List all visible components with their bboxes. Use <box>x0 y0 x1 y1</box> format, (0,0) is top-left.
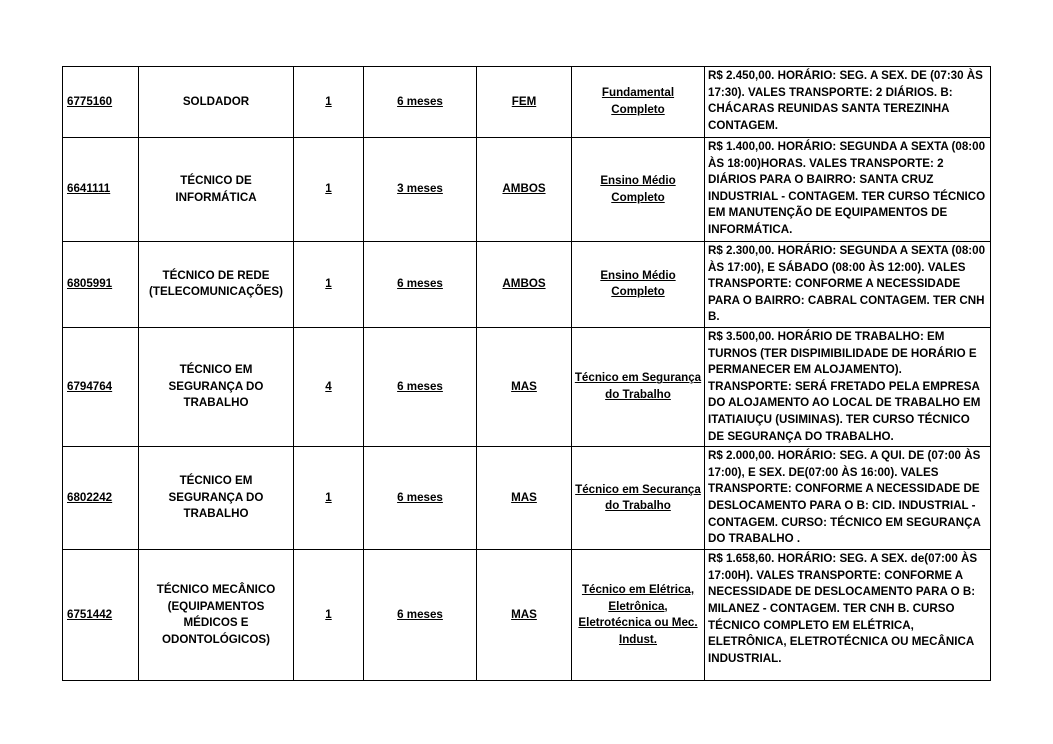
education-cell: Ensino Médio Completo <box>572 138 705 242</box>
job-code-cell: 6751442 <box>63 550 139 681</box>
duration-cell: 3 meses <box>364 138 477 242</box>
table-row <box>63 447 991 550</box>
gender-cell: FEM <box>477 67 572 138</box>
duration-cell: 6 meses <box>364 327 477 446</box>
gender-cell: MAS <box>477 447 572 550</box>
table-row <box>63 67 991 138</box>
job-details-cell: R$ 1.658,60. HORÁRIO: SEG. A SEX. de(07:00 ÀS 17:00H). VALES TRANSPORTE: CONFORME A NECESSIDADE DE DESLOCAMENTO PARA O B: MILANEZ - CONTAGEM. TER CNH B. CURSO TÉCNICO COMPLETO EM ELÉTRICA, ELETRÔNICA, ELETROTÉCNICA OU MECÂNICA INDUSTRIAL. <box>705 550 991 681</box>
job-title-cell: TÉCNICO DE REDE (TELECOMUNICAÇÕES) <box>139 242 294 328</box>
vacancy-quantity-cell: 4 <box>294 327 364 446</box>
table-row <box>63 327 991 446</box>
duration-cell: 6 meses <box>364 242 477 328</box>
job-code-cell: 6775160 <box>63 67 139 138</box>
vacancy-quantity-cell: 1 <box>294 550 364 681</box>
job-listings-table <box>62 66 991 681</box>
vacancy-quantity-cell: 1 <box>294 67 364 138</box>
job-title-cell: TÉCNICO EM SEGURANÇA DO TRABALHO <box>139 447 294 550</box>
vacancy-quantity-cell: 1 <box>294 138 364 242</box>
job-details-cell: R$ 2.000,00. HORÁRIO: SEG. A QUI. DE (07:00 ÀS 17:00), E SEX. DE(07:00 ÀS 16:00). VALES TRANSPORTE: CONFORME A NECESSIDADE DE DESLOCAMENTO PARA O B: CID. INDUSTRIAL - CONTAGEM. CURSO: TÉCNICO EM SEGURANÇA DO TRABALHO . <box>705 447 991 550</box>
table-row <box>63 242 991 328</box>
job-details-cell: R$ 2.450,00. HORÁRIO: SEG. A SEX. DE (07:30 ÀS 17:30). VALES TRANSPORTE: 2 DIÁRIOS. B: CHÁCARAS REUNIDAS SANTA TEREZINHA CONTAGEM. <box>705 67 991 138</box>
job-code-cell: 6641111 <box>63 138 139 242</box>
job-details-cell: R$ 3.500,00. HORÁRIO DE TRABALHO: EM TURNOS (TER DISPIMIBILIDADE DE HORÁRIO E PERMANECER EM ALOJAMENTO). TRANSPORTE: SERÁ FRETADO PELA EMPRESA DO ALOJAMENTO AO LOCAL DE TRABALHO EM ITATIAIUÇU (USIMINAS). TER CURSO TÉCNICO DE SEGURANÇA DO TRABALHO. <box>705 327 991 446</box>
gender-cell: MAS <box>477 550 572 681</box>
job-code-cell: 6794764 <box>63 327 139 446</box>
education-cell: Técnico em Segurança do Trabalho <box>572 327 705 446</box>
gender-cell: AMBOS <box>477 242 572 328</box>
job-title-cell: TÉCNICO DE INFORMÁTICA <box>139 138 294 242</box>
gender-cell: AMBOS <box>477 138 572 242</box>
duration-cell: 6 meses <box>364 550 477 681</box>
duration-cell: 6 meses <box>364 447 477 550</box>
duration-cell: 6 meses <box>364 67 477 138</box>
job-code-cell: 6802242 <box>63 447 139 550</box>
education-cell: Ensino Médio Completo <box>572 242 705 328</box>
education-cell: Fundamental Completo <box>572 67 705 138</box>
gender-cell: MAS <box>477 327 572 446</box>
table-row <box>63 550 991 681</box>
table-row <box>63 138 991 242</box>
job-code-cell: 6805991 <box>63 242 139 328</box>
job-title-cell: SOLDADOR <box>139 67 294 138</box>
education-cell: Técnico em Elétrica, Eletrônica, Eletrotécnica ou Mec. Indust. <box>572 550 705 681</box>
job-details-cell: R$ 2.300,00. HORÁRIO: SEGUNDA A SEXTA (08:00 ÀS 17:00), E SÁBADO (08:00 ÀS 12:00). VALES TRANSPORTE: CONFORME A NECESSIDADE PARA O BAIRRO: CABRAL CONTAGEM. TER CNH B. <box>705 242 991 328</box>
job-title-cell: TÉCNICO EM SEGURANÇA DO TRABALHO <box>139 327 294 446</box>
vacancy-quantity-cell: 1 <box>294 242 364 328</box>
vacancy-quantity-cell: 1 <box>294 447 364 550</box>
job-details-cell: R$ 1.400,00. HORÁRIO: SEGUNDA A SEXTA (08:00 ÀS 18:00)HORAS. VALES TRANSPORTE: 2 DIÁRIOS PARA O BAIRRO: SANTA CRUZ INDUSTRIAL - CONTAGEM. TER CURSO TÉCNICO EM MANUTENÇÃO DE EQUIPAMENTOS DE INFORMÁTICA. <box>705 138 991 242</box>
education-cell: Técnico em Securança do Trabalho <box>572 447 705 550</box>
job-title-cell: TÉCNICO MECÂNICO (EQUIPAMENTOS MÉDICOS E ODONTOLÓGICOS) <box>139 550 294 681</box>
